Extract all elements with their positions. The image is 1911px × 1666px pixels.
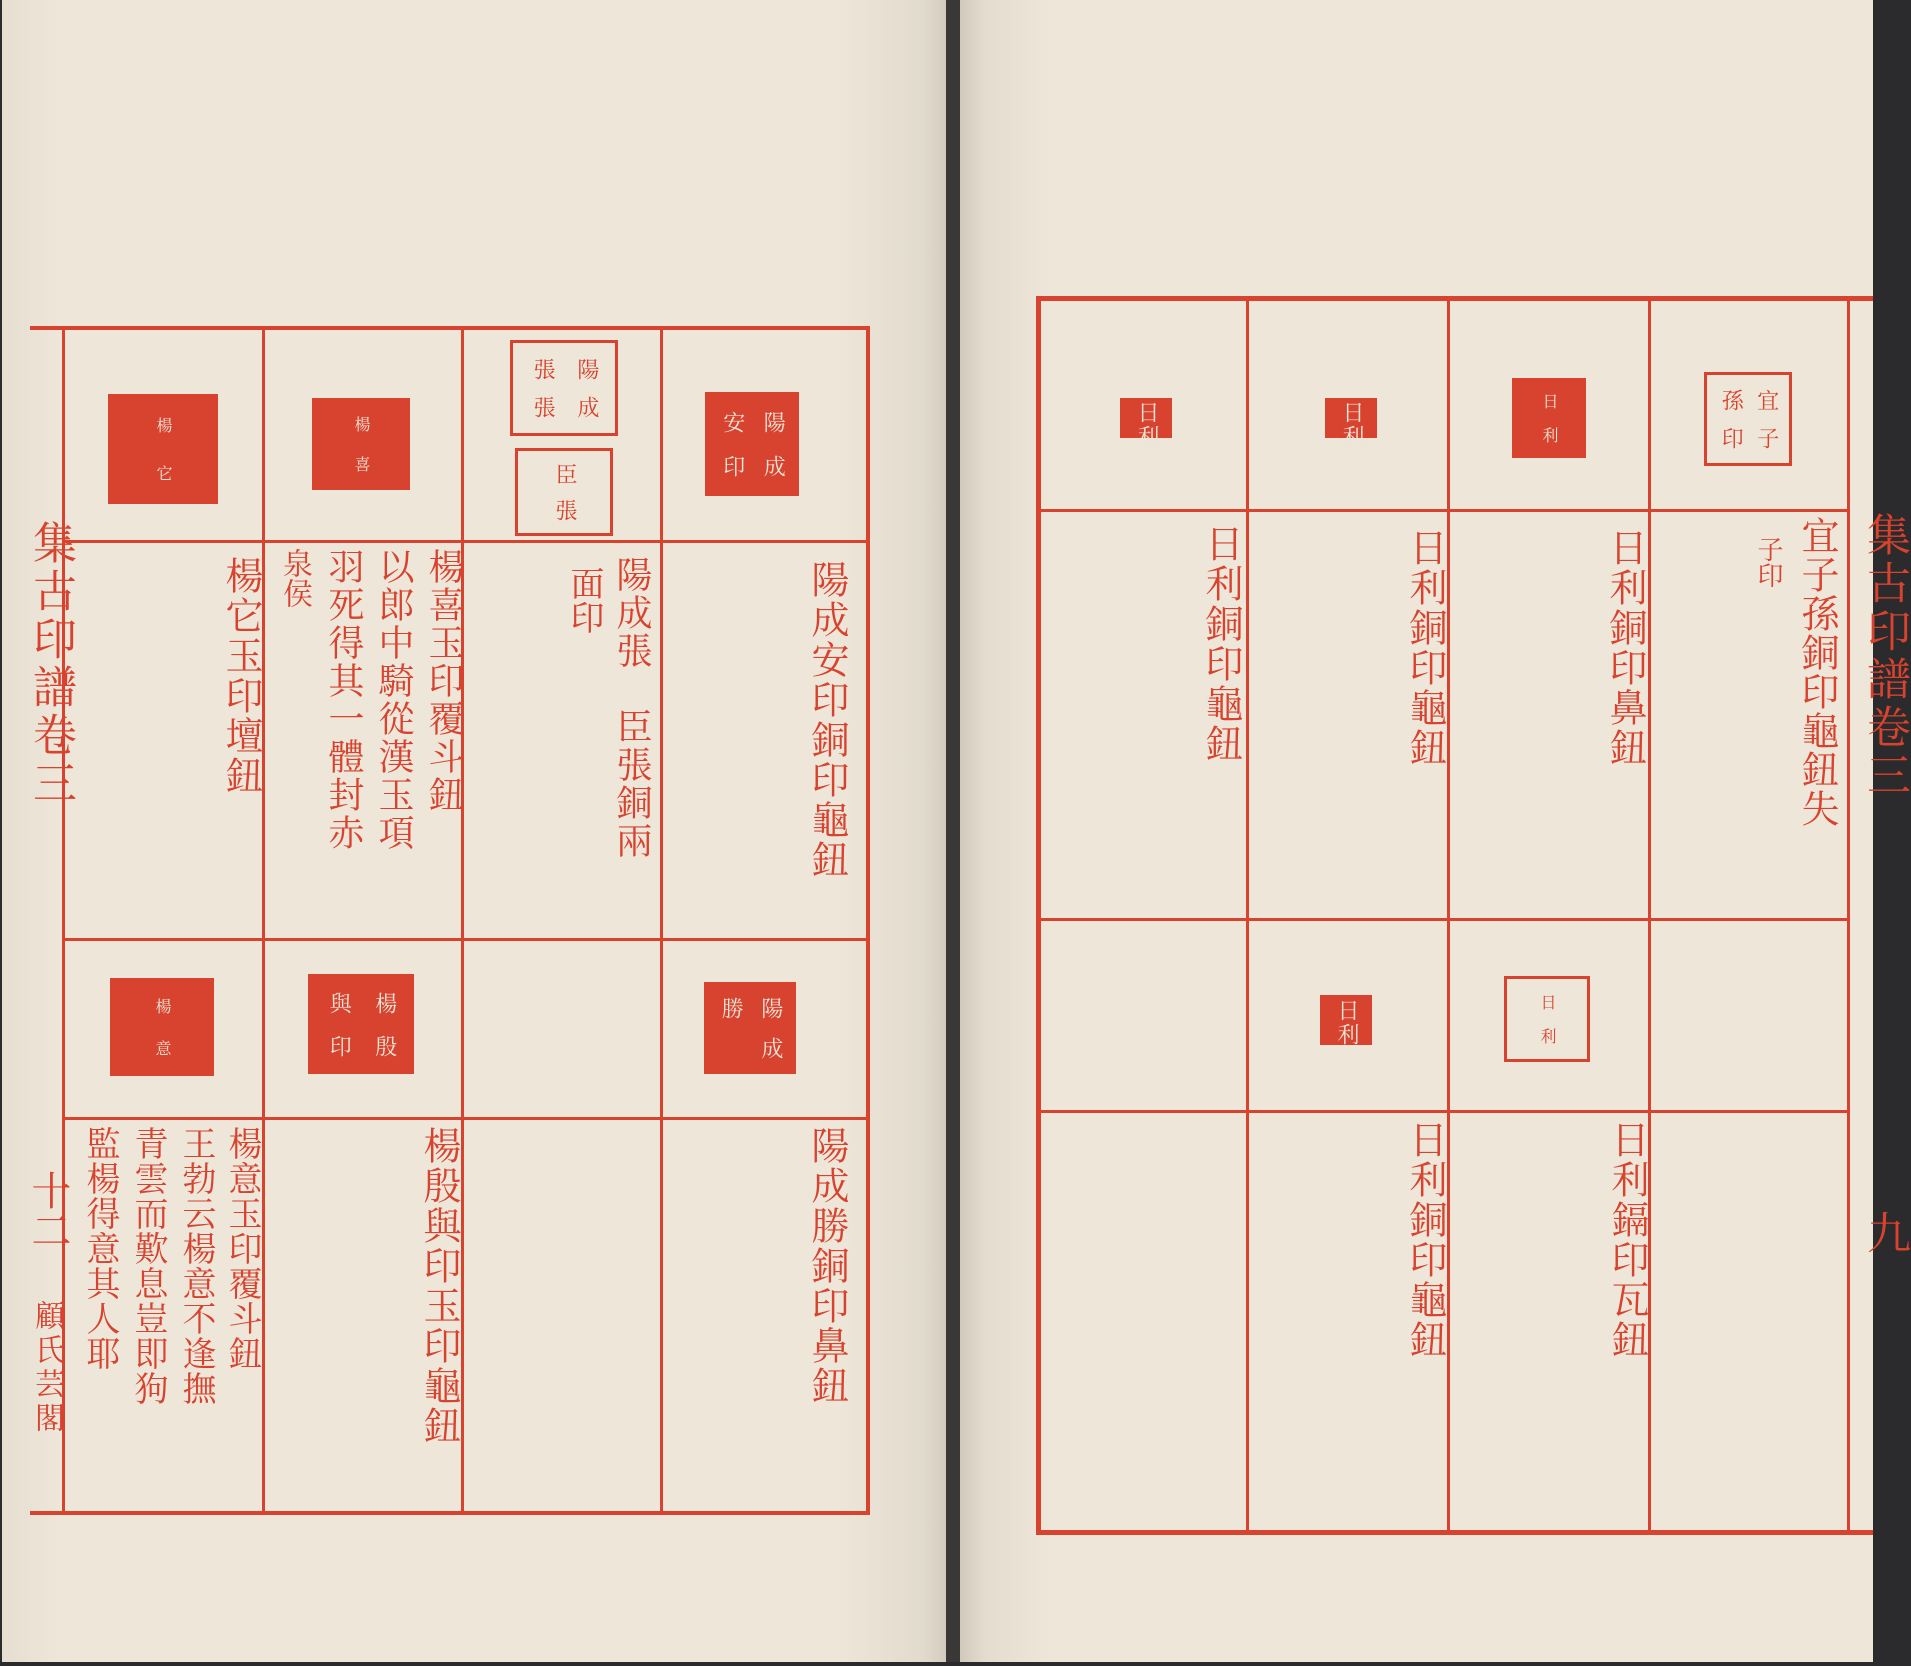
caption-yang-yin-yu: 楊殷與印玉印龜鈕 xyxy=(417,1126,461,1446)
left-margin-page: 十二 xyxy=(25,1170,71,1250)
seal-ri-li-e: 日 利 xyxy=(1120,398,1172,438)
seal-yang-cheng-an: 陽 成 安 印 xyxy=(705,392,799,496)
right-margin-title: 集古印譜卷三 xyxy=(1859,512,1910,800)
seal-yang-cheng-sheng: 陽 成 勝 xyxy=(704,982,796,1074)
book-gutter xyxy=(946,0,960,1662)
caption-yang-cheng-an: 陽成安印銅印龜鈕 xyxy=(805,560,849,880)
seal-ri-li-c: 日 利 xyxy=(1325,398,1377,438)
right-margin-page: 九 xyxy=(1859,1210,1910,1254)
caption-yang-yi-3: 青雲而歎息豈即狗 xyxy=(128,1126,168,1406)
caption-yang-xi-3: 羽死得其一體封赤 xyxy=(323,548,364,852)
seal-yang-yi: 楊 意 xyxy=(110,978,214,1076)
caption-yang-cheng-zhang: 陽成張 臣張銅兩 xyxy=(611,556,652,860)
right-backdrop xyxy=(1873,0,1911,1666)
caption-yang-xi-1: 楊喜玉印覆斗鈕 xyxy=(423,548,464,814)
caption-yang-cheng-zhang-2: 面印 xyxy=(564,566,604,634)
seal-ri-li-b: 日 利 xyxy=(1504,976,1590,1062)
seal-yang-ta: 楊 它 xyxy=(108,394,218,504)
caption-ri-li-d: 日利銅印龜鈕 xyxy=(1403,1120,1447,1360)
seal-yang-cheng-zhang: 陽 成 張 張 xyxy=(510,340,618,436)
caption-yi-zi-sun-2: 子印 xyxy=(1753,536,1783,588)
caption-ri-li-e: 日利銅印龜鈕 xyxy=(1199,524,1243,764)
caption-ri-li-b: 日利鎘印瓦鈕 xyxy=(1605,1120,1649,1360)
seal-chen-zhang: 臣 張 xyxy=(515,448,613,536)
left-margin-studio: 顧氏芸閣 xyxy=(29,1300,64,1436)
seal-ri-li-a: 日 利 xyxy=(1512,378,1586,458)
caption-ri-li-a: 日利銅印鼻鈕 xyxy=(1603,528,1647,768)
seal-yang-xi: 楊 喜 xyxy=(312,398,410,490)
caption-yang-yi-2: 王勃云楊意不逢撫 xyxy=(176,1126,216,1406)
seal-yang-yin-yu: 楊 殷 與 印 xyxy=(308,974,414,1074)
caption-yang-xi-2: 以郎中騎從漢玉項 xyxy=(373,548,414,852)
seal-ri-li-d: 日 利 xyxy=(1320,995,1372,1045)
seal-yi-zi-sun: 宜 子 孫 印 xyxy=(1704,372,1792,466)
caption-yi-zi-sun-1: 宜子孫銅印龜鈕失 xyxy=(1795,516,1839,828)
caption-ri-li-c: 日利銅印龜鈕 xyxy=(1403,528,1447,768)
caption-yang-yi-1: 楊意玉印覆斗鈕 xyxy=(222,1126,262,1371)
left-margin-title: 集古印譜卷三 xyxy=(25,520,76,808)
caption-yang-yi-4: 監楊得意其人耶 xyxy=(80,1126,120,1371)
caption-yang-xi-4: 泉侯 xyxy=(277,548,312,608)
caption-yang-cheng-sheng: 陽成勝銅印鼻鈕 xyxy=(805,1126,849,1406)
caption-yang-ta: 楊它玉印壇鈕 xyxy=(219,556,263,796)
right-page xyxy=(958,0,1873,1662)
